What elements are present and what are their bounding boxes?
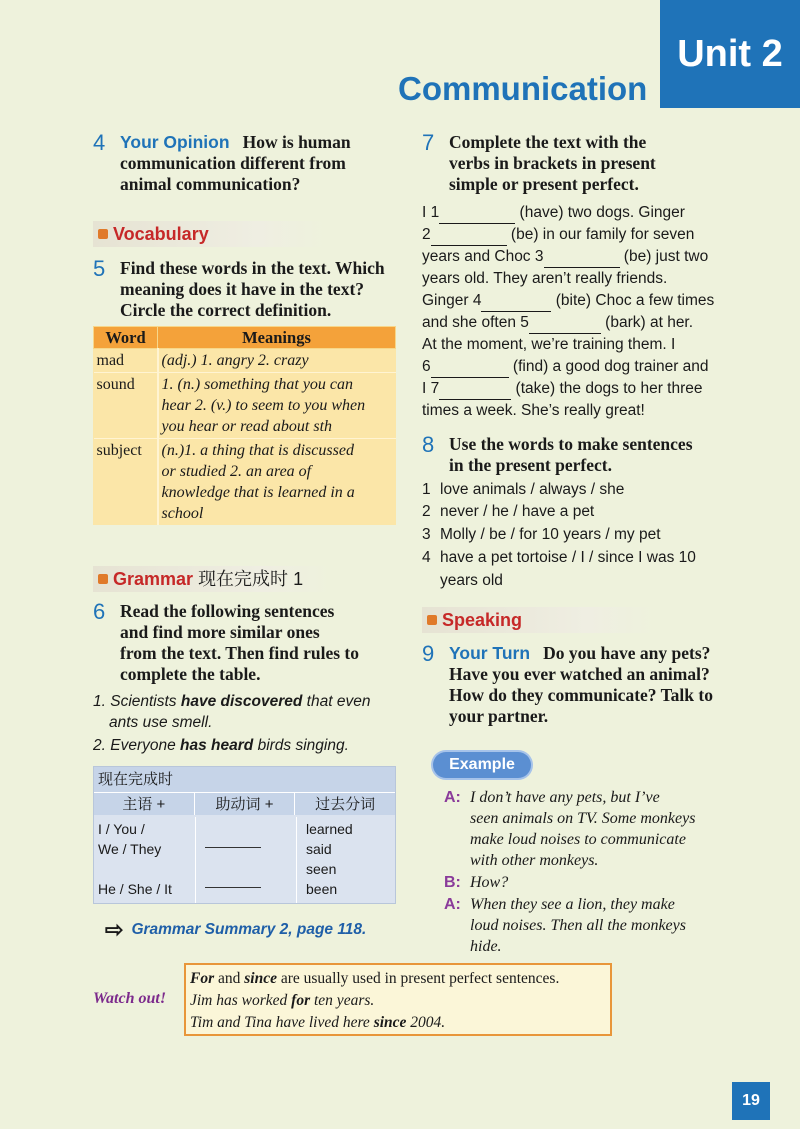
item-text: love animals / always / she	[440, 481, 625, 498]
blank-2[interactable]	[431, 230, 507, 246]
column-divider	[195, 817, 196, 903]
sentence-text: 2. Everyone	[93, 737, 181, 754]
bullet-icon	[98, 229, 108, 239]
meaning-line: school	[161, 505, 204, 522]
section-title: Vocabulary	[113, 224, 209, 244]
item-text: have a pet tortoise / I / since I was 10	[440, 549, 696, 566]
participle-cell: seen	[306, 861, 337, 877]
page-number: 19	[732, 1082, 770, 1120]
blank-line	[205, 887, 261, 888]
subject-cell: He / She / It	[98, 881, 172, 897]
item-number: 2	[422, 503, 431, 520]
word-cell: sound	[94, 373, 158, 439]
meaning-line: 1. (n.) something that you can	[161, 376, 354, 393]
sentence-bold: has heard	[180, 737, 254, 754]
dialogue-text	[470, 894, 740, 957]
q7-line: simple or present perfect.	[449, 174, 639, 194]
cloze-line	[422, 268, 667, 290]
item-number: 4	[422, 549, 431, 566]
subject-cell: We / They	[98, 841, 162, 857]
cloze-text: I 1	[422, 204, 440, 221]
your-turn-label: Your Turn	[449, 643, 531, 663]
q5-line: Find these words in the text. Which	[120, 258, 385, 278]
question-number-4: 4	[93, 130, 106, 155]
dialogue-turn	[444, 872, 744, 894]
cloze-line	[422, 290, 714, 312]
section-grammar	[93, 566, 333, 592]
cloze-text: (have) two dogs. Ginger	[515, 204, 685, 221]
watch-out-line	[190, 968, 606, 990]
q7-line: verbs in brackets in present	[449, 153, 656, 173]
dialogue-line: I don’t have any pets, but I’ve	[470, 789, 660, 806]
dialogue-line: with other monkeys.	[470, 852, 599, 869]
sentence-text: 1. Scientists	[93, 693, 181, 710]
text: Tim and Tina have lived here	[190, 1014, 374, 1031]
watch-out-line	[190, 1012, 606, 1034]
cloze-text: 2	[422, 226, 431, 243]
q8-line: in the present perfect.	[449, 455, 612, 475]
blank-line	[205, 847, 261, 848]
arrow-right-icon: ⇨	[105, 917, 124, 942]
blank-6[interactable]	[431, 362, 509, 378]
table-row	[94, 373, 396, 439]
meaning-line: or studied 2. an area of	[161, 463, 312, 480]
sentence-bold: have discovered	[180, 693, 303, 710]
item-number: 3	[422, 526, 431, 543]
example-sentence-1	[93, 691, 370, 733]
speaker-label: A:	[444, 896, 461, 913]
keyword: since	[244, 970, 277, 987]
cloze-text: (be) in our family for seven	[506, 226, 695, 243]
section-vocabulary	[93, 221, 328, 247]
list-item	[422, 570, 503, 592]
section-speaking	[422, 607, 657, 633]
cloze-text: and she often 5	[422, 314, 529, 331]
word-cell: mad	[94, 349, 158, 373]
cloze-line	[422, 202, 685, 224]
grammar-table-header	[94, 792, 395, 815]
cloze-text: (bark) at her.	[600, 314, 694, 331]
section-title: Grammar	[113, 569, 194, 589]
dialogue-line: seen animals on TV. Some monkeys	[470, 810, 696, 827]
cloze-text: years and Choc 3	[422, 248, 544, 265]
question-8-text	[449, 434, 749, 476]
cloze-line	[422, 224, 694, 246]
cloze-text: (be) just two	[619, 248, 709, 265]
sentence-text: ants use smell.	[109, 714, 213, 731]
dialogue-text	[470, 872, 740, 893]
col-header-meanings: Meanings	[158, 327, 396, 349]
item-text: never / he / have a pet	[440, 503, 595, 520]
text: 2004.	[406, 1014, 446, 1031]
watch-out-box	[184, 963, 612, 1036]
question-4-text	[120, 132, 410, 195]
col-header-auxiliary: 助动词 +	[194, 793, 295, 815]
cloze-text: years old. They aren’t really friends.	[422, 270, 668, 287]
q9-line: your partner.	[449, 706, 549, 726]
cloze-text: At the moment, we’re training them. I	[422, 336, 676, 353]
meaning-cell	[158, 439, 396, 526]
sentence-text: birds singing.	[253, 737, 349, 754]
text: are usually used in present perfect sentences.	[276, 970, 560, 987]
q4-line: animal communication?	[120, 174, 301, 194]
keyword: For	[190, 970, 215, 987]
q5-line: meaning does it have in the text?	[120, 279, 365, 299]
question-number-5: 5	[93, 256, 106, 281]
blank-1[interactable]	[439, 208, 515, 224]
dialogue-line: When they see a lion, they make	[470, 896, 675, 913]
participle-cell: learned	[306, 821, 353, 837]
question-6-text	[120, 601, 410, 685]
blank-7[interactable]	[439, 384, 511, 400]
cloze-text: times a week. She’s really great!	[422, 402, 645, 419]
cloze-text: 6	[422, 358, 431, 375]
item-number: 1	[422, 481, 431, 498]
dialogue-turn	[444, 894, 744, 960]
your-opinion-label: Your Opinion	[120, 132, 230, 152]
grammar-table-title: 现在完成时	[94, 767, 395, 792]
bullet-icon	[98, 574, 108, 584]
keyword: since	[373, 1014, 407, 1031]
cloze-text: (find) a good dog trainer and	[508, 358, 709, 375]
text: and	[214, 970, 245, 987]
q6-line: complete the table.	[120, 664, 261, 684]
unit-tab: Unit 2	[660, 0, 800, 108]
cloze-text: (take) the dogs to her three	[511, 380, 703, 397]
q4-line: How is human	[242, 132, 351, 152]
q6-line: from the text. Then find rules to	[120, 643, 359, 663]
watch-out-line	[190, 990, 606, 1012]
q9-line: How do they communicate? Talk to	[449, 685, 713, 705]
col-header-subject: 主语 +	[122, 796, 166, 813]
cloze-line	[422, 378, 703, 400]
word-cell: subject	[94, 439, 158, 526]
cloze-text: (bite) Choc a few times	[551, 292, 715, 309]
blank-4[interactable]	[481, 296, 551, 312]
q9-line: Have you ever watched an animal?	[449, 664, 710, 684]
question-number-8: 8	[422, 432, 435, 457]
dialogue-line: make loud noises to communicate	[470, 831, 686, 848]
dialogue-line: hide.	[470, 938, 502, 955]
q5-line: Circle the correct definition.	[120, 300, 332, 320]
item-text: years old	[440, 572, 503, 589]
section-title: Speaking	[442, 610, 523, 630]
bullet-icon	[427, 615, 437, 625]
meaning-line: (n.)1. a thing that is discussed	[161, 442, 354, 459]
list-item	[422, 524, 661, 546]
q9-line: Do you have any pets?	[543, 643, 711, 663]
cloze-line	[422, 334, 675, 356]
example-sentence-2	[93, 735, 349, 756]
cloze-text: I 7	[422, 380, 440, 397]
list-item	[422, 547, 696, 569]
participle-cell: said	[306, 841, 332, 857]
question-7-text	[449, 132, 749, 195]
meaning-cell	[158, 349, 396, 373]
blank-3[interactable]	[544, 252, 620, 268]
summary-text: Grammar Summary 2, page 118.	[131, 921, 367, 938]
subject-cell: I / You /	[98, 821, 145, 837]
col-header-word: Word	[94, 327, 158, 349]
blank-5[interactable]	[529, 318, 601, 334]
q6-line: Read the following sentences	[120, 601, 335, 621]
meaning-line: hear 2. (v.) to seem to you when	[161, 397, 366, 414]
meaning-cell	[158, 373, 396, 439]
watch-out-label: Watch out!	[93, 990, 167, 1007]
dialogue-line: loud noises. Then all the monkeys	[470, 917, 686, 934]
dialogue-turn	[444, 787, 744, 877]
question-5-text	[120, 258, 410, 321]
section-subtitle: 现在完成时 1	[198, 569, 304, 589]
question-number-7: 7	[422, 130, 435, 155]
q4-line: communication different from	[120, 153, 346, 173]
speaker-label: B:	[444, 874, 461, 891]
meaning-line: knowledge that is learned in a	[161, 484, 355, 501]
table-row	[94, 439, 396, 526]
dialogue-text	[470, 787, 740, 871]
cloze-line	[422, 246, 708, 268]
speaker-label: A:	[444, 789, 461, 806]
question-number-9: 9	[422, 641, 435, 666]
meaning-line: (adj.) 1. angry 2. crazy	[161, 352, 309, 369]
q6-line: and find more similar ones	[120, 622, 320, 642]
sentence-text: that even	[302, 693, 371, 710]
meaning-line: you hear or read about sth	[161, 418, 333, 435]
cloze-text: Ginger 4	[422, 292, 482, 309]
item-text: Molly / be / for 10 years / my pet	[440, 526, 661, 543]
cloze-line	[422, 312, 693, 334]
q8-line: Use the words to make sentences	[449, 434, 693, 454]
vocabulary-table	[93, 326, 396, 525]
example-badge: Example	[433, 752, 531, 778]
text: ten years.	[310, 992, 375, 1009]
page-title: Communication	[398, 70, 648, 107]
q7-line: Complete the text with the	[449, 132, 647, 152]
cloze-line	[422, 400, 645, 422]
table-row	[94, 349, 396, 373]
keyword: for	[291, 992, 311, 1009]
participle-cell: been	[306, 881, 338, 897]
list-item	[422, 501, 594, 523]
question-9-text	[449, 643, 749, 727]
question-number-6: 6	[93, 599, 106, 624]
column-divider	[296, 817, 297, 903]
grammar-summary-link[interactable]	[105, 917, 366, 943]
cloze-line	[422, 356, 709, 378]
list-item	[422, 479, 624, 501]
col-header-participle: 过去分词	[294, 793, 395, 815]
grammar-table	[93, 766, 396, 904]
dialogue-line: How?	[470, 874, 509, 891]
text: Jim has worked	[190, 992, 292, 1009]
